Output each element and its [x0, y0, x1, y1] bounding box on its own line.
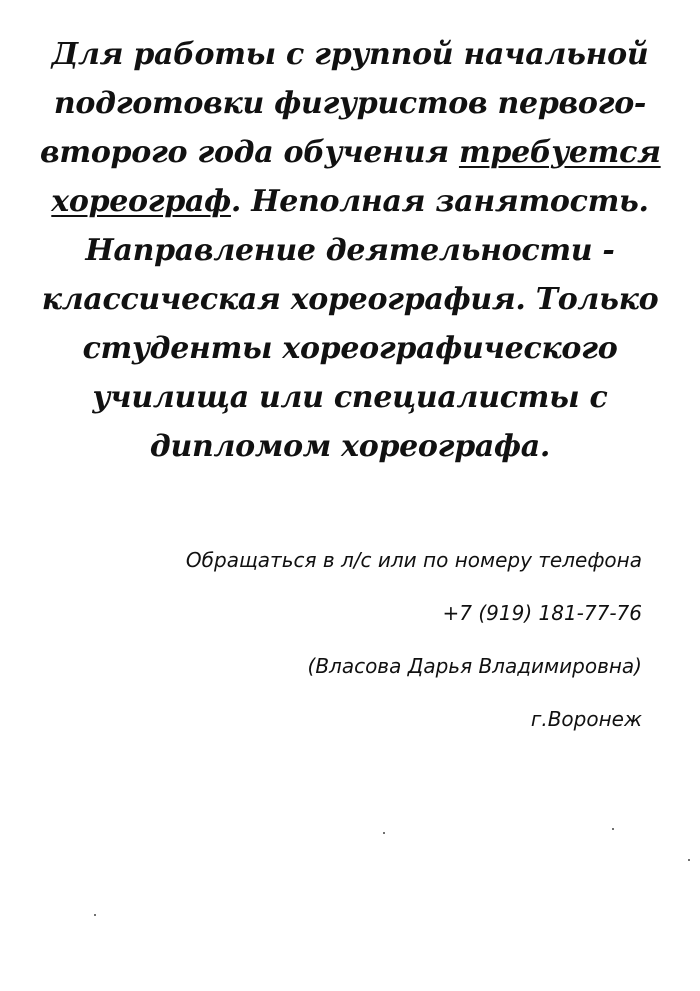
announcement-line-prefix: второго года обучения: [40, 135, 459, 170]
contact-name: (Власова Дарья Владимировна): [307, 654, 642, 678]
announcement-line: [40, 128, 660, 177]
announcement-line: подготовки фигуристов первого-: [53, 86, 647, 121]
contact-intro: Обращаться в л/с или по номеру телефона: [185, 548, 642, 572]
scan-speck: [94, 914, 96, 916]
announcement-line-suffix: . Неполная занятость.: [230, 184, 649, 219]
scan-speck: [383, 832, 385, 834]
choreographer-highlight: хореограф: [51, 184, 231, 219]
announcement-line: студенты хореографического: [82, 331, 618, 366]
contact-phone: +7 (919) 181-77-76: [442, 601, 642, 625]
announcement-line: училища или специалисты с: [92, 380, 608, 415]
announcement-line: Для работы с группой начальной: [51, 37, 649, 72]
required-highlight: требуется: [458, 135, 661, 170]
announcement-line: дипломом хореографа.: [149, 429, 551, 464]
announcement-text: [40, 30, 660, 471]
contact-block: [42, 548, 642, 760]
announcement-line: [40, 177, 660, 226]
announcement-line: классическая хореография. Только: [41, 282, 659, 317]
scan-speck: [612, 828, 614, 830]
announcement-line: Направление деятельности -: [85, 233, 615, 268]
scan-speck: [688, 859, 690, 861]
contact-city: г.Воронеж: [530, 707, 642, 731]
